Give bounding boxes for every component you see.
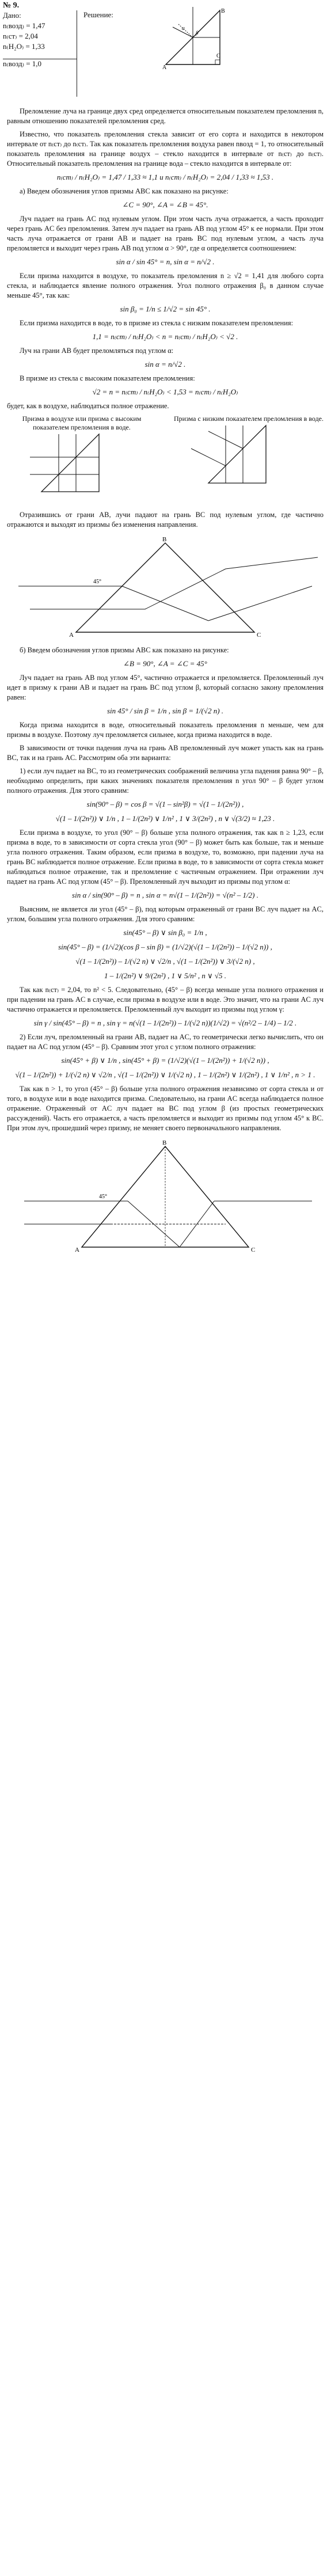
paragraph: Отразившись от грани AB, лучи падают на грань BC под нулевым углом, где частично отражаются и выходят из призмы без изменения направления. bbox=[7, 511, 324, 529]
big-prism-figure-wrap bbox=[7, 534, 324, 641]
formula: √2 = n = n₍ст₎ / n₍H₂O₎ < 1,53 = n₍ст₎ / n₍H₂O₎ bbox=[92, 387, 238, 396]
formula: ∠B = 90°, ∠A = ∠C = 45° bbox=[123, 659, 207, 668]
task-number: № 9. bbox=[3, 1, 20, 10]
label-b: B bbox=[162, 536, 167, 543]
prism-air-figure bbox=[7, 434, 157, 497]
label-c: C bbox=[251, 1247, 256, 1253]
paragraph: В зависимости от точки падения луча на грань AB преломленный луч может упасть как на грань BC, так и на грань AC. Рассмотрим оба эти варианта: bbox=[7, 744, 324, 762]
formula: sin(45° + β) ∨ 1/n , sin(45° + β) = (1/√2)(√(1 – 1/(2n²)) + 1/(√2 n)) , bbox=[61, 1056, 269, 1065]
label-c: C bbox=[216, 53, 220, 59]
formula: sin(90° – β) = cos β = √(1 – sin²β) = √(1 – 1/(2n²)) , bbox=[86, 800, 244, 808]
label-beta: β bbox=[196, 30, 199, 36]
formula: 1,1 = n₍ст₎ / n₍H₂O₎ < n = n₍ст₎ / n₍H₂O₎ < √2 . bbox=[92, 332, 238, 341]
formula: sin(45° – β) ∨ sin β₀ = 1/n , bbox=[123, 928, 207, 937]
paragraph: а) Введем обозначения углов призмы ABC как показано на рисунке: bbox=[20, 187, 229, 195]
paragraph: Так как n₍ст₎ = 2,04, то n² < 5. Следовательно, (45° – β) всегда меньше угла полного отражения и при падении на грань AC в случае, если призма в воздухе или в воде. Это значит, что на грани AC луч частично отражается и преломляется. Преломленный луч выходит из призмы под углом γ: bbox=[7, 986, 324, 1013]
paragraph: Если призма находится в воздухе, то показатель преломления n ≥ √2 = 1,41 для любого сорта стекла, и наблюдается явление полного отражения. Угол полного отражения β₀ в данном случае меньше 45°, так как: bbox=[7, 272, 324, 299]
paragraph: Луч падает на грань AC под нулевым углом. При этом часть луча отражается, а часть проходит через грань AC без преломления. Затем луч падает на грань AB под углом 45° к ее нормали. При этом часть луча отражается от грани AB и падает на грань BC под нулевым углом, а часть луча преломляется и выходит через грань AB под углом α > 90°, где α определяется соотношением: bbox=[7, 215, 324, 252]
label-a: A bbox=[69, 632, 74, 639]
formula: √(1 – 1/(2n²)) – 1/(√2 n) ∨ √2/n , √(1 – 1/(2n²)) ∨ 3/(√2 n) , bbox=[75, 957, 255, 966]
formula: 1 – 1/(2n²) ∨ 9/(2n²) , 1 ∨ 5/n² , n ∨ √5 . bbox=[104, 971, 227, 980]
prism-figure-1 bbox=[161, 7, 225, 70]
bottom-prism-figure bbox=[7, 1138, 324, 1253]
formula: sin α / sin 45° = n, sin α = n/√2 . bbox=[116, 257, 215, 266]
label-a: A bbox=[75, 1247, 79, 1253]
normal-line bbox=[178, 24, 193, 37]
figure-caption: Призма в воздухе или призма с высоким показателем преломления в воде. bbox=[22, 415, 142, 431]
label-b: B bbox=[162, 1139, 167, 1146]
prism-outline bbox=[76, 543, 254, 632]
big-prism-figure bbox=[7, 534, 324, 638]
figure-caption: Призма с низким показателем преломления в воде. bbox=[174, 415, 324, 423]
solution-label: Решение: bbox=[83, 10, 113, 19]
given-line: n₍ст₎ = 2,04 bbox=[3, 32, 38, 40]
paragraph: Преломление луча на границе двух сред определяется относительным показателем преломления n, равным отношению показателей преломления сред. bbox=[7, 107, 324, 125]
label-a: A bbox=[162, 64, 167, 71]
label-c: C bbox=[257, 632, 261, 639]
paragraph: будет, как в воздухе, наблюдаться полное отражение. bbox=[7, 402, 169, 410]
given-block bbox=[3, 10, 72, 69]
formula: n₍ст₎ / n₍H₂O₎ = 1,47 / 1,33 ≈ 1,1 и n₍ст₎ / n₍H₂O₎ = 2,04 / 1,33 ≈ 1,53 . bbox=[56, 173, 274, 181]
formula: √(1 – 1/(2n²)) + 1/(√2 n) ∨ √2/n , √(1 – 1/(2n²)) ∨ 1/(√2 n) , 1 – 1/(2n²) ∨ 1/(2n²) , 1 ∨ 1/n² , n > 1 . bbox=[15, 1070, 315, 1079]
paragraph: Если призма в воздухе, то угол (90° – β) больше угла полного отражения, так как n ≥ 1,23, если призма в воде, то в зависимости от сорта стекла угол (90° – β) может быть как больше, так и меньше угла полного отражения. Таким образом, если призма в воздухе, то, возможно, при падении луча на грань BC наблюдается полное отражение. Если призма в воде, то в зависимости от сорта стекла может наблюдаться полное отражение, так и преломление с частичным отражением. При отражении луч падает на грань AC под углом (45° – β). Преломленный луч выходит из призмы под углом α: bbox=[7, 829, 324, 886]
formula: ∠C = 90°, ∠A = ∠B = 45°. bbox=[122, 200, 208, 209]
paragraph: Выясним, не является ли угол (45° – β), под которым отраженный от грани BC луч падает на AC, углом, большим угла полного отражения. Для этого сравним: bbox=[7, 905, 324, 923]
paragraph: Когда призма находится в воде, относительный показатель преломления n меньше, чем для призмы в воздухе. Поэтому луч преломляется сильнее, когда призма находится в воде. bbox=[7, 721, 324, 739]
prism-water-figure bbox=[174, 425, 324, 489]
paragraph: Так как n > 1, то угол (45° – β) больше угла полного отражения независимо от сорта стекла и от того, в воздухе или в воде находится призма. Следовательно, на грани AC всегда наблюдается полное отражение. Отраженный от AC луч падает на BC под углом β (из простых геометрических рассуждений). Часть его отражается, а часть преломляется и выходит из призмы под углом 45° к BC. При этом луч, прошедший через призму, не меняет своего первоначального направления. bbox=[7, 1085, 324, 1132]
formula: sin α = n/√2 . bbox=[144, 360, 186, 368]
paragraph: Луч падает на грань AB под углом 45°, частично отражается и преломляется. Преломленный луч идет в призму к грани AB и падает на грань BC под углом β, который согласно закону преломления равен: bbox=[7, 674, 324, 701]
angle-label: 45° bbox=[99, 1194, 107, 1200]
formula: sin(45° – β) = (1/√2)(cos β – sin β) = (1/√2)(√(1 – 1/(2n²)) – 1/(√2 n)) , bbox=[58, 943, 272, 951]
formula: sin 45° / sin β = 1/n , sin β = 1/(√2 n) . bbox=[106, 706, 224, 715]
formula: sin β₀ = 1/n ≤ 1/√2 = sin 45° . bbox=[120, 305, 211, 313]
given-title: Дано: bbox=[3, 11, 21, 20]
given-line: n₍возд₎ = 1,47 bbox=[3, 21, 45, 30]
figure-water bbox=[174, 415, 324, 492]
paragraph: Известно, что показатель преломления стекла зависит от его сорта и находится в некотором интервале от n₍ст₎ до n₍ст₎. Так как показатель преломления воздуха равен nвозд = 1, то относительный показатель преломления на границе воздух – стекло находится в интервале от n₍ст₎ до n₍ст₎. Относительный показатель преломления на границе вода – стекло находится в интервале от: bbox=[7, 130, 324, 168]
header bbox=[3, 1, 328, 99]
label-b: B bbox=[221, 8, 225, 14]
paragraph: 2) Если луч, преломленный на грани AB, падает на AC, то геометрически легко вычислить, что он падает на AC под углом (45° – β). Сравним этот угол с углом полного отражения: bbox=[7, 1033, 324, 1051]
paragraph: б) Введем обозначения углов призмы ABC как показано на рисунке: bbox=[20, 646, 229, 654]
angle-label: 45° bbox=[93, 579, 101, 585]
paragraph: Если призма находится в воде, то в призме из стекла с низким показателем преломления: bbox=[20, 319, 294, 327]
paragraph: В призме из стекла с высоким показателем преломления: bbox=[20, 374, 195, 382]
given-line: n₍H₂O₎ = 1,33 bbox=[3, 42, 45, 51]
right-angle-mark bbox=[215, 60, 220, 64]
formula: sin γ / sin(45° – β) = n , sin γ = n(√(1 – 1/(2n²)) – 1/(√2 n))(1/√2) = √(n²/2 – 1/4) – 1/2 . bbox=[33, 1019, 297, 1027]
figure-air bbox=[7, 415, 157, 500]
paragraph: 1) если луч падает на BC, то из геометрических соображений величина угла падения равна 90° – β, необходимо определить, при каких значениях показателя преломления n угол 90° – β будет углом полного отражения. Для этого сравним: bbox=[7, 767, 324, 795]
solution-text bbox=[7, 107, 324, 1260]
bottom-prism-figure-wrap bbox=[7, 1138, 324, 1256]
formula: sin α / sin(90° – β) = n , sin α = n√(1 – 1/(2n²)) = √(n² – 1/2) . bbox=[72, 891, 258, 899]
given-line: n₍возд₎ = 1,0 bbox=[3, 59, 42, 68]
formula: √(1 – 1/(2n²)) ∨ 1/n , 1 – 1/(2n²) ∨ 1/n² , 1 ∨ 3/(2n²) , n ∨ √(3/2) ≈ 1,23 . bbox=[55, 814, 275, 823]
figure-pair bbox=[7, 415, 324, 507]
label-alpha: α bbox=[182, 25, 185, 31]
paragraph: Луч на грани AB будет преломляться под углом α: bbox=[20, 347, 174, 355]
